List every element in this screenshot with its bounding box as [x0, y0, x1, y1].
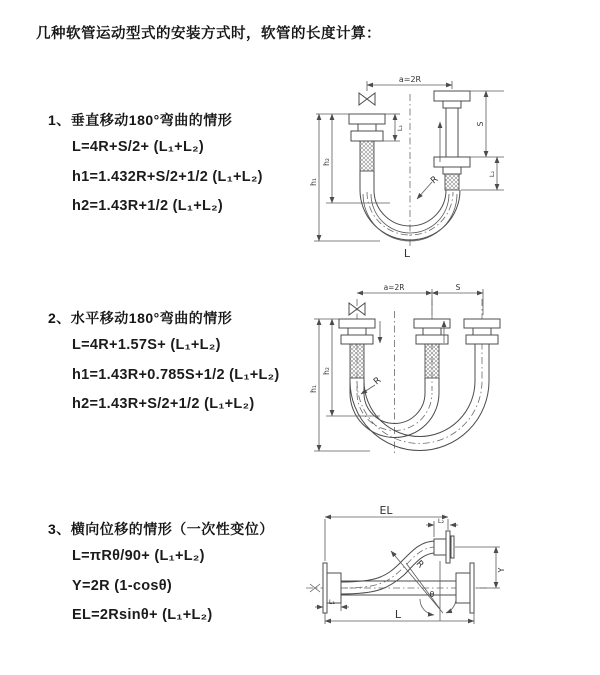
angle-arc-left — [420, 599, 434, 615]
angle-arc-right — [446, 597, 456, 613]
dim-label-s: S — [455, 283, 461, 292]
valve-icon — [359, 93, 375, 105]
radius-label: R — [372, 375, 384, 388]
section-3-formula-L: L=πRθ/90+ (L₁+L₂) — [72, 548, 205, 564]
dim-label-l2: L₂ — [488, 170, 496, 178]
radius-label: R — [413, 558, 426, 571]
dim-label-l1: L₁ — [328, 598, 336, 606]
section-2-formula-L: L=4R+1.57S+ (L₁+L₂) — [72, 337, 221, 353]
radius-label: R — [429, 174, 441, 187]
radius-line — [391, 551, 443, 613]
theta-label: θ — [429, 590, 435, 599]
s-curve-hose — [341, 541, 436, 594]
section-1-formula-h2: h2=1.43R+1/2 (L₁+L₂) — [72, 198, 224, 214]
dim-label-a2r: a=2R — [383, 283, 405, 292]
section-2-formula-h1: h1=1.43R+0.785S+1/2 (L₁+L₂) — [72, 367, 280, 383]
diagram-lateral-displacement — [288, 503, 600, 671]
braided-hose-left — [360, 141, 374, 171]
dim-label-h2: h₂ — [322, 367, 331, 375]
flange-fittings — [339, 319, 500, 344]
dim-label-h1: h₁ — [309, 178, 318, 186]
section-3-formula-Y: Y=2R (1-cosθ) — [72, 578, 172, 594]
right-flange-fittings — [434, 91, 470, 174]
section-2-heading: 2、水平移动180°弯曲的情形 — [48, 310, 233, 326]
dim-label-l1: L₁ — [396, 124, 404, 132]
dim-label-el: EL — [379, 504, 393, 517]
section-1-formula-L: L=4R+S/2+ (L₁+L₂) — [72, 139, 204, 155]
diagram-horizontal-180-bend — [300, 281, 600, 473]
section-2-formula-h2: h2=1.43R+S/2+1/2 (L₁+L₂) — [72, 396, 255, 412]
braided-hose-middle — [425, 344, 439, 378]
dim-label-h2: h₂ — [322, 158, 331, 166]
page-title: 几种软管运动型式的安装方式时，软管的长度计算： — [36, 26, 381, 42]
section-3-heading: 3、横向位移的情形（一次性变位） — [48, 521, 274, 537]
braided-hose-right — [445, 174, 459, 190]
dim-label-l: L — [394, 608, 402, 621]
dim-label-l2: L₂ — [437, 517, 445, 525]
length-label: L — [403, 247, 411, 260]
diagram-vertical-180-bend — [300, 70, 600, 262]
section-3-formula-EL: EL=2Rsinθ+ (L₁+L₂) — [72, 607, 213, 623]
right-flange — [456, 563, 474, 613]
dim-label-h1: h₁ — [309, 385, 318, 393]
upper-right-flange — [434, 531, 454, 563]
left-flange-fitting — [349, 114, 385, 141]
section-1-heading: 1、垂直移动180°弯曲的情形 — [48, 112, 233, 128]
dim-label-s: S — [476, 121, 485, 127]
dim-label-y: Y — [497, 567, 506, 573]
dim-label-a2r: a=2R — [398, 75, 422, 84]
section-1-formula-h1: h1=1.432R+S/2+1/2 (L₁+L₂) — [72, 169, 263, 185]
braided-hose-left — [350, 344, 364, 378]
